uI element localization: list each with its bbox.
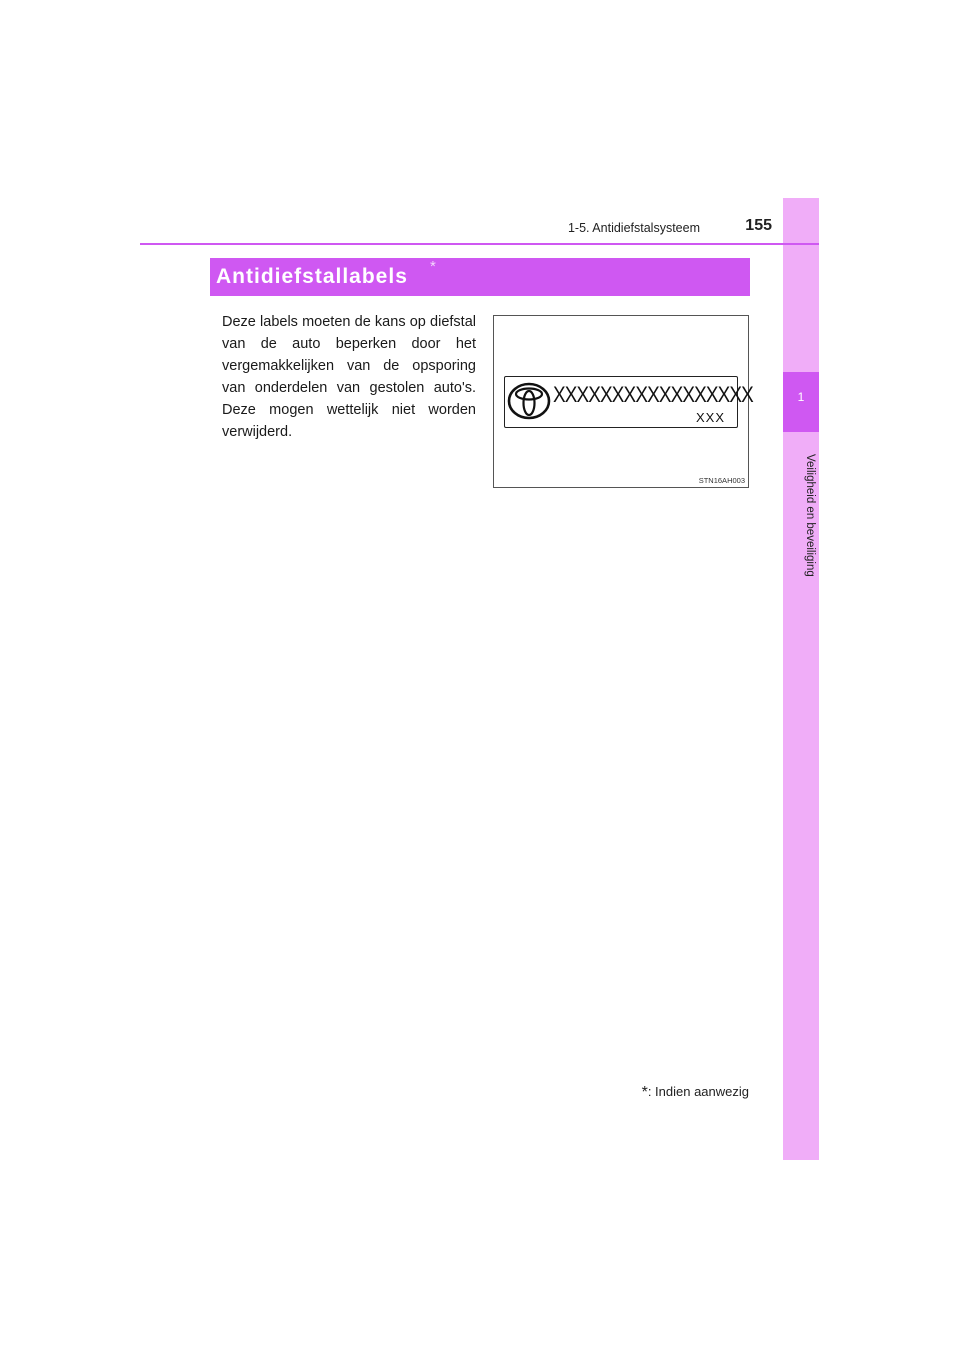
footnote-asterisk: * [641,1084,648,1101]
footnote [560,1084,749,1102]
figure-id: STN16AH003 [698,476,745,485]
label-code: XXXXXXXXXXXXXXXXX [553,382,753,407]
chapter-title: Veiligheid en beveiliging [804,453,816,577]
running-header-section: 1-5. Antidiefstalsysteem [567,221,700,235]
chapter-side-tab [783,198,819,1160]
footnote-text: : Indien aanwezig [647,1084,749,1099]
label-subcode: XXX [696,410,726,425]
section-title: Antidiefstallabels [216,265,408,288]
page-number: 155 [745,217,772,234]
section-title-asterisk: * [430,258,436,275]
header-divider [140,243,819,245]
body-paragraph: Deze labels moeten de kans op diefstal van de auto beperken door het vergemakkelijken van de opsporing van onderdelen van gestolen auto's. Deze mogen wettelijk niet worden verwijderd. [222,314,476,440]
toyota-logo-icon [507,380,551,422]
chapter-number: 1 [797,390,805,404]
